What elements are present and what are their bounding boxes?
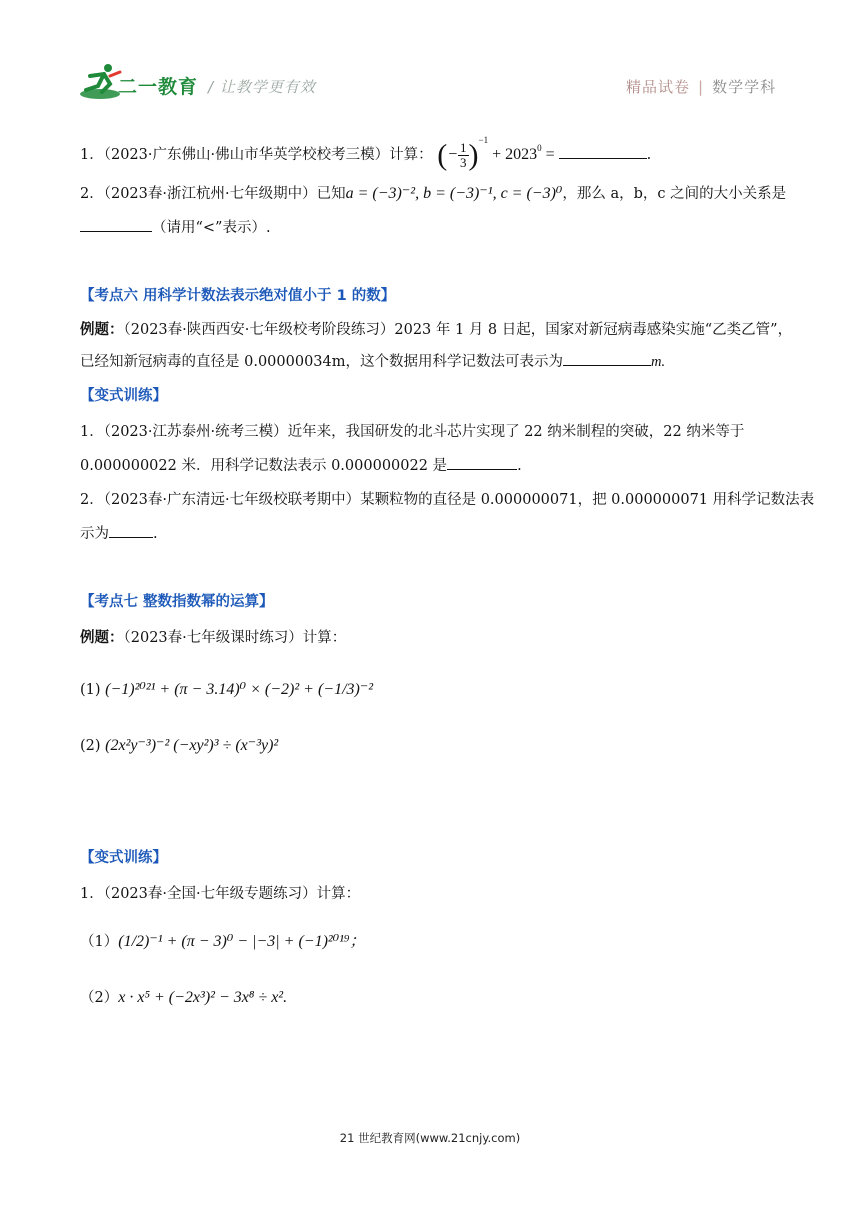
s6-practice-2: 2．（2023春·广东清远·七年级校联考期中）某颗粒物的直径是 0.000000071，把 0.000000071 用科学记数法表	[80, 492, 815, 508]
q2-math: a = (−3)⁻², b = (−3)⁻¹, c = (−3)⁰	[345, 185, 563, 202]
section-6-practice-title: 【变式训练】	[80, 388, 167, 404]
s6-p2-answer-blank[interactable]	[109, 525, 153, 538]
s7-example-1: (1) (−1)²⁰²¹ + (π − 3.14)⁰ × (−2)² + (−1/3)⁻²	[80, 681, 374, 698]
q2-answer-blank[interactable]	[80, 219, 152, 232]
page-header	[0, 0, 860, 110]
header-right	[626, 76, 776, 97]
section-7-example: 例题：（2023春·七年级课时练习）计算：	[80, 629, 347, 646]
s7-practice-1: 1．（2023春·全国·七年级专题练习）计算：	[80, 886, 361, 902]
s6-practice-1-line2: 0.000000022 米．用科学记数法表示 0.000000022 是 .	[80, 458, 522, 474]
s7-practice-1a: （1）(1/2)⁻¹ + (π − 3)⁰ − |−3| + (−1)²⁰¹⁹；	[80, 933, 366, 950]
question-2-line2: （请用“<”表示）.	[80, 218, 271, 238]
section-7-title: 【考点七 整数指数幂的运算】	[80, 594, 274, 610]
page-footer: 21 世纪教育网(www.21cnjy.com)	[339, 1131, 521, 1145]
q1-answer-blank[interactable]	[559, 146, 647, 159]
section-6-title: 【考点六 用科学计数法表示绝对值小于 1 的数】	[80, 288, 396, 304]
brand-name: 二一教育	[118, 76, 199, 98]
section-6-example-line2: 已经知新冠病毒的直径是 0.00000034m，这个数据用科学记数法可表示为 m.	[80, 354, 666, 370]
q2-suffix: ，那么 a，b，c 之间的大小关系是	[562, 186, 787, 202]
q2-prefix: 2．（2023春·浙江杭州·七年级期中）已知	[80, 186, 346, 202]
q1-math: (− $\frac{1}{3}$ )$^{-1} + 2023^0$ =	[437, 135, 555, 172]
s7-p1b-math: x · x⁵ + (−2x³)² − 3x⁸ ÷ x².	[118, 989, 288, 1006]
section-6-example: 例题：（2023春·陕西西安·七年级校考阶段练习）2023 年 1 月 8 日起，国家对新冠病毒感染实施“乙类乙管”，	[80, 321, 793, 338]
example-label: 例题：	[80, 629, 124, 646]
example-label: 例题：	[80, 321, 124, 338]
s6-practice-1: 1．（2023·江苏泰州·统考三模）近年来，我国研发的北斗芯片实现了 22 纳米制程的突破，22 纳米等于	[80, 424, 745, 440]
s6-example-answer-blank[interactable]	[563, 353, 651, 366]
question-1: 1．（2023·广东佛山·佛山市华英学校校考三模）计算： (− $\frac{1}{3}$ )$^{-1} + 2023^0$ = .	[80, 135, 652, 172]
s7-e1-math: (−1)²⁰²¹ + (π − 3.14)⁰ × (−2)² + (−1/3)⁻²	[105, 681, 374, 698]
header-subject: 数学学科	[712, 78, 777, 96]
s6-practice-2-line2: 示为 .	[80, 526, 158, 542]
header-separator: |	[698, 78, 705, 96]
q1-fraction: $\frac{1}{3}$	[460, 139, 467, 170]
header-paper-type: 精品试卷	[626, 78, 691, 96]
section-7-practice-title: 【变式训练】	[80, 850, 167, 866]
q1-prefix: 1．（2023·广东佛山·佛山市华英学校校考三模）计算：	[80, 147, 433, 163]
brand-slogan: / 让教学更有效	[208, 78, 316, 96]
s7-example-2: (2) (2x²y⁻³)⁻² (−xy²)³ ÷ (x⁻³y)²	[80, 737, 279, 754]
question-2	[80, 184, 786, 204]
s7-e2-math: (2x²y⁻³)⁻² (−xy²)³ ÷ (x⁻³y)²	[105, 737, 279, 754]
s7-practice-1b: （2）x · x⁵ + (−2x³)² − 3x⁸ ÷ x².	[80, 989, 288, 1006]
s7-p1a-math: (1/2)⁻¹ + (π − 3)⁰ − |−3| + (−1)²⁰¹⁹；	[118, 933, 366, 950]
s6-p1-answer-blank[interactable]	[447, 457, 517, 470]
